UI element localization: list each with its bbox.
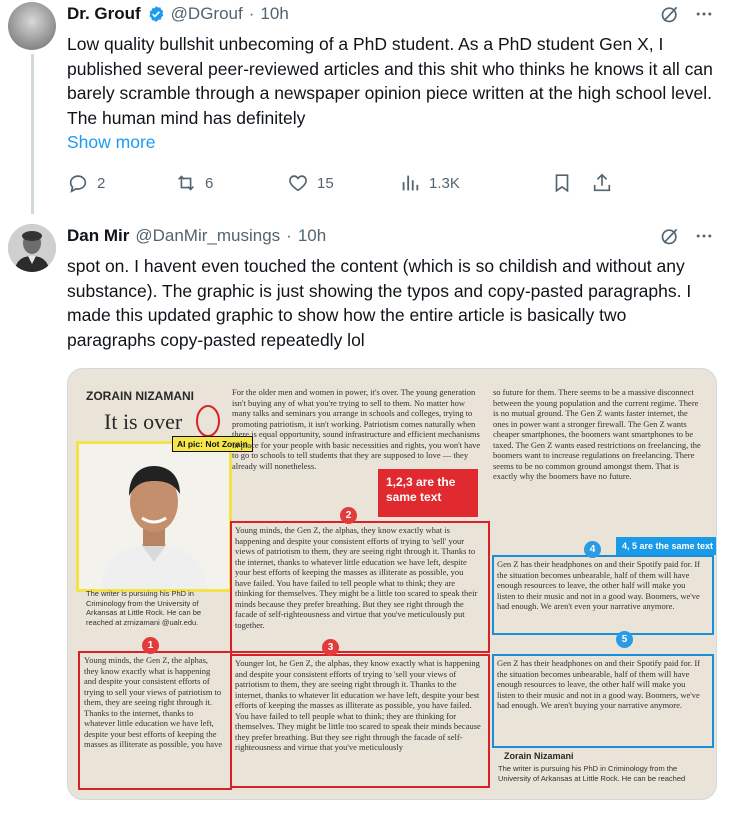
blue-callout-text: 4, 5 are the same text bbox=[622, 541, 714, 551]
views-button[interactable] bbox=[399, 172, 551, 194]
timestamp[interactable]: 10h bbox=[260, 4, 289, 23]
bookmark-button[interactable] bbox=[551, 172, 591, 194]
show-more-link[interactable]: Show more bbox=[67, 132, 156, 152]
avatar[interactable] bbox=[8, 2, 56, 50]
like-count: 15 bbox=[317, 174, 334, 192]
signature-text: The writer is pursuing his PhD in Criminology from the University of Arkansas at Little Rock. He can be reached bbox=[498, 764, 686, 783]
paragraph-2-text: Young minds, the Gen Z, the alphas, they know exactly what is happening and despite your consistent efforts of trying to 'sell' your views of patriotism to them, they are seeing right through it. Thanks to the internet, thanks to whatever little education we have left, despite your best efforts of keeping the masses as illiterate as possible, you have failed. You have failed to tell people what to think; they are thinking for themselves. They might be a little too scared to speak their minds because they prefer breathing. But they see right through the facade of self-righteousness and virtue that you've meticulously put together. bbox=[235, 525, 478, 630]
like-button[interactable] bbox=[287, 172, 399, 194]
retweet-icon bbox=[175, 172, 197, 194]
annotation-badge-1: 1 bbox=[142, 637, 159, 654]
photo-frame bbox=[76, 441, 232, 592]
annotation-badge-2: 2 bbox=[340, 507, 357, 524]
paragraph-4-text: Gen Z has their headphones on and their Spotify paid for. If the situation becomes unbearable, half of them will have enough resources to leave, the other half will make you listen to their music and not in a good way. Boomers, we've had enough. We aren't even your narrative anymore. bbox=[497, 559, 701, 611]
person-photo-icon bbox=[79, 444, 229, 589]
red-callout bbox=[378, 469, 478, 517]
bookmark-icon bbox=[551, 172, 573, 194]
grok-icon[interactable] bbox=[660, 4, 680, 24]
reply-count: 2 bbox=[97, 174, 106, 192]
separator-dot: · bbox=[286, 226, 292, 245]
article-byline: ZORAIN NIZAMANI bbox=[86, 389, 194, 403]
article-middle-text: so future for them. There seems to be a massive disconnect between the young population and the current regime. There is no mutual ground. The Gen Z wants faster internet, the ones in power want a stronger firewall. The Gen Z wants cheaper smartphones, the boomers want smartphones to be taxed. The Gen Z wants eased restrictions on freelancing, the boomers want to increase regulations on freelancing. There seems to be no common ground amongst them. That is exactly why the boomers have no future. bbox=[493, 387, 701, 481]
author-handle[interactable]: @DanMir_musings bbox=[135, 226, 281, 245]
grok-icon[interactable] bbox=[660, 226, 680, 246]
heart-icon bbox=[287, 172, 309, 194]
paragraph-1-text: Young minds, the Gen Z, the alphas, they know exactly what is happening and despite your consistent efforts of trying to sell your views of patriotism to them, they are seeing right through it. Thanks to the internet, thanks to whatever little education we have left, despite your best efforts of keeping the masses as illiterate as possible, you have bbox=[84, 655, 223, 749]
retweet-count: 6 bbox=[205, 174, 214, 192]
tweet-text: Low quality bullshit unbecoming of a PhD student. As a PhD student Gen X, I published several peer-reviewed articles and this shit who thinks he knows it all can barely scramble through a newspaper opinion piece written at the high school level. The human mind has definitely bbox=[67, 34, 713, 128]
annotation-circle-icon bbox=[193, 399, 223, 439]
paragraph-5-text: Gen Z has their headphones on and their Spotify paid for. If the situation becomes unbearable, half of them will have enough resources to leave, the other half will make you listen to their music and not in a good way. Boomers, we've had enough. We aren't buying your narrative anymore. bbox=[497, 658, 701, 710]
article-intro-text: For the older men and women in power, it's over. The young generation isn't buying any of what you're trying to sell to them. No matter how many talks and seminars you arrange in schools and colleges, trying to promoting patriotism, it isn't working. Patriotism comes naturally when there is equal opportunity, sound infrastructure and efficient mechanisms in place for your people with basic necessities and rights, you won't have to go to schools to tell students that they are supposed to love — they already will nonetheless. bbox=[232, 387, 481, 471]
annotation-badge-4: 4 bbox=[584, 541, 601, 558]
thread-line bbox=[31, 54, 34, 214]
portrait-icon bbox=[8, 224, 56, 272]
author-name[interactable]: Dr. Grouf bbox=[67, 4, 141, 23]
article-headline: It is over bbox=[104, 409, 183, 434]
avatar[interactable] bbox=[8, 224, 56, 272]
share-button[interactable] bbox=[591, 172, 621, 194]
retweet-button[interactable] bbox=[175, 172, 287, 194]
share-icon bbox=[591, 172, 613, 194]
attached-image[interactable] bbox=[67, 368, 717, 800]
tweet-grouf[interactable] bbox=[0, 0, 735, 210]
author-caption: The writer is pursuing his PhD in Criminology from the University of Arkansas at Little Rock. He can be reached at zrnizamani @ualr.edu. bbox=[86, 589, 202, 627]
annotation-badge-3: 3 bbox=[322, 639, 339, 656]
paragraph-3-text: Younger lot, he Gen Z, the alphas, they know exactly what is happening and despite your consistent efforts of trying to 'sell your views of patriotism to them, they are seeing right through it. Thanks to the internet, thanks to whatever lit education we have left, despite your best efforts of keeping the masses as illiterate as possible, you have failed. You have failed to tell people what to think; they are thinking for themselves. They might be little too scared to speak their minds because they prefer breathing. But they see right through the facade of self-righteousness and virtue that you've meticulously bbox=[235, 658, 481, 752]
tweet-text: spot on. I havent even touched the content (which is so childish and without any substance). The graphic is just showing the typos and copy-pasted paragraphs. I made this updated graphic to show how the entire article is basically two paragraphs copy-pasted repeatedly lol bbox=[67, 256, 692, 350]
more-options-icon[interactable] bbox=[694, 4, 714, 24]
analytics-icon bbox=[399, 172, 421, 194]
reply-button[interactable] bbox=[67, 172, 175, 194]
more-options-icon[interactable] bbox=[694, 226, 714, 246]
separator-dot: · bbox=[248, 4, 255, 23]
annotation-badge-5: 5 bbox=[616, 631, 633, 648]
ai-pic-label: AI pic: Not Zorain bbox=[172, 436, 253, 452]
view-count: 1.3K bbox=[429, 174, 460, 192]
signature-name: Zorain Nizamani bbox=[504, 751, 574, 761]
reply-icon bbox=[67, 172, 89, 194]
red-callout-text: 1,2,3 are the same text bbox=[386, 475, 456, 504]
blue-callout bbox=[616, 537, 716, 555]
verified-badge-icon bbox=[147, 5, 165, 23]
author-handle[interactable]: @DGrouf bbox=[170, 4, 243, 23]
author-name[interactable]: Dan Mir bbox=[67, 226, 130, 245]
timestamp[interactable]: 10h bbox=[297, 226, 327, 245]
